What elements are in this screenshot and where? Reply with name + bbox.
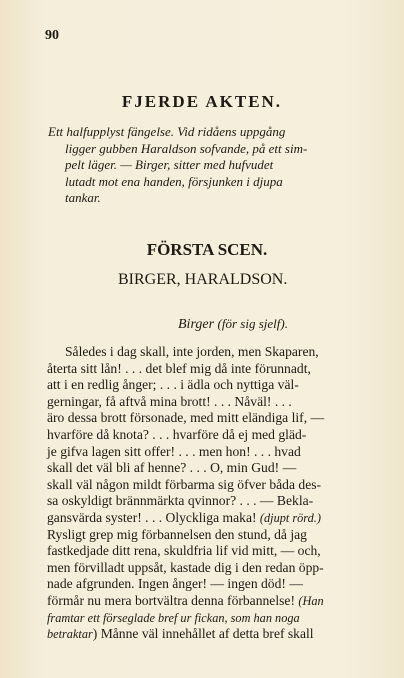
stage-line: lutadt mot ena handen, försjunken i djupa xyxy=(65,173,283,189)
speech-line: äro dessa brott försonade, med mitt eländiga lif, — xyxy=(47,410,325,426)
page-number: 90 xyxy=(45,28,59,43)
speech-line: gerningar, få aftvå mina brott! . . . Nåväl! . . . xyxy=(47,393,292,409)
stage-directions xyxy=(48,124,378,207)
stage-line: Ett halfupplyst fängelse. Vid ridåens uppgång xyxy=(48,124,286,139)
speech-line: nade afgrunden. Ingen ånger! — ingen död! — xyxy=(47,576,303,592)
speech-line: återta sitt lån! . . . det blef mig då inte förunnadt, xyxy=(47,360,311,376)
speech-line: att i en redlig ånger; . . . i ädla och nyttiga väl- xyxy=(47,377,299,393)
inline-stage-direction-line: framtar ett förseglade bref ur fickan, som han noga xyxy=(47,610,300,625)
speech-line: fastkedjade ditt rena, skuldfria lif vid mitt, — och, xyxy=(47,543,321,559)
speaker-name: Birger xyxy=(178,317,215,332)
inline-stage-direction: (djupt rörd.) xyxy=(259,510,321,525)
inline-stage-direction: (Han xyxy=(298,593,324,608)
inline-stage-direction: betraktar xyxy=(47,627,93,642)
speech-text: ) Månne väl innehållet af detta bref skall xyxy=(92,626,314,642)
act-title: FJERDE AKTEN. xyxy=(121,92,283,111)
speech-line: Således i dag skall, inte jorden, men Skaparen, xyxy=(65,344,319,359)
scene-title: FÖRSTA SCEN. xyxy=(146,240,268,259)
speech-text: förmår nu mera bortvältra denna förbannelse! xyxy=(47,592,299,608)
stage-line: pelt läger. — Birger, sitter med hufvudet xyxy=(65,157,274,172)
speech-line: hvarföre då knota? . . . hvarföre då ej med gläd- xyxy=(47,426,307,442)
speech-line: skall väl någon mildt förbarma sig öfver båda des- xyxy=(47,476,322,492)
character-list: BIRGER, HARALDSON. xyxy=(118,271,288,288)
speech-body xyxy=(47,344,379,643)
stage-line: tankar. xyxy=(65,190,101,205)
speaker-direction: (för sig sjelf). xyxy=(217,316,288,331)
speech-line: sa oskyldigt brännmärkta qvinnor? . . . — Bekla- xyxy=(47,493,314,509)
speech-line: Rysligt grep mig förbannelsen den stund, då jag xyxy=(47,526,307,542)
speech-line: skall det väl bli af henne? . . . O, min Gud! — xyxy=(47,460,297,476)
speech-line xyxy=(47,510,379,527)
speech-line: je gifva lagen sitt offer! . . . men hon! . . . hvad xyxy=(47,443,301,459)
speech-line: men förvilladt uppsåt, kastade dig i den redan öpp- xyxy=(47,559,324,575)
speech-line xyxy=(47,626,379,643)
speech-line xyxy=(47,593,379,610)
stage-line: ligger gubben Haraldson sofvande, på ett sim- xyxy=(65,140,308,156)
speaker-heading xyxy=(178,316,288,333)
speech-text: gansvärda syster! . . . Olyckliga maka! xyxy=(47,509,260,525)
